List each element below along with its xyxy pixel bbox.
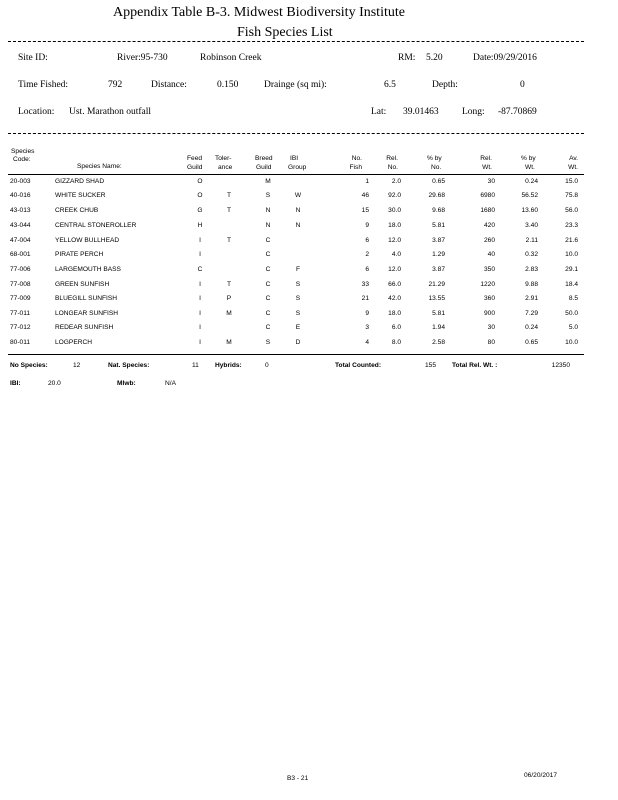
species-code: 43-013 xyxy=(10,207,31,214)
feed-guild: I xyxy=(199,324,201,331)
rel-no: 18.0 xyxy=(388,310,401,317)
ibi-group: F xyxy=(295,266,301,273)
table-row xyxy=(0,266,618,280)
pct-no: 3.87 xyxy=(432,266,445,273)
species-name: WHITE SUCKER xyxy=(55,192,106,199)
table-bottom-rule xyxy=(8,354,584,355)
depth-label: Depth: xyxy=(432,80,458,90)
drainage-value: 6.5 xyxy=(384,80,396,90)
rm-value: 5.20 xyxy=(426,53,443,63)
pct-no: 13.55 xyxy=(428,295,445,302)
time-fished-label: Time Fished: xyxy=(18,80,69,90)
breed-guild: N xyxy=(265,207,271,214)
col-pct-wt-2: Wt. xyxy=(525,164,535,171)
distance-value: 0.150 xyxy=(217,80,239,90)
feed-guild: I xyxy=(199,339,201,346)
species-name: LONGEAR SUNFISH xyxy=(55,310,119,317)
col-av-wt-1: Av. xyxy=(569,155,578,162)
no-fish: 6 xyxy=(365,237,369,244)
header-rule xyxy=(8,174,584,175)
rel-wt: 30 xyxy=(487,178,495,185)
no-fish: 3 xyxy=(365,324,369,331)
species-code: 77-008 xyxy=(10,281,31,288)
feed-guild: C xyxy=(197,266,203,273)
col-species-code-2: Code: xyxy=(13,156,31,163)
no-fish: 33 xyxy=(361,281,369,288)
breed-guild: S xyxy=(265,192,271,199)
lat-value: 39.01463 xyxy=(403,107,439,117)
no-fish: 4 xyxy=(365,339,369,346)
report-title: Appendix Table B-3. Midwest Biodiversity Institute xyxy=(113,5,405,20)
no-fish: 1 xyxy=(365,178,369,185)
rel-no: 6.0 xyxy=(391,324,401,331)
rel-no: 12.0 xyxy=(388,266,401,273)
species-name: GREEN SUNFISH xyxy=(55,281,110,288)
divider xyxy=(8,133,584,134)
col-pct-wt-1: % by xyxy=(521,155,536,162)
pct-wt: 2.83 xyxy=(525,266,538,273)
no-fish: 21 xyxy=(361,295,369,302)
no-fish: 9 xyxy=(365,310,369,317)
stream-name: Robinson Creek xyxy=(200,53,262,63)
table-row xyxy=(0,178,618,192)
breed-guild: C xyxy=(265,281,271,288)
rel-no: 4.0 xyxy=(391,251,401,258)
species-code: 77-012 xyxy=(10,324,31,331)
no-species-value: 12 xyxy=(73,362,81,369)
total-rel-wt-label: Total Rel. Wt. : xyxy=(452,362,498,369)
av-wt: 56.0 xyxy=(565,207,578,214)
species-code: 80-011 xyxy=(10,339,31,346)
feed-guild: H xyxy=(197,222,203,229)
miwb-label: MIwb: xyxy=(117,380,136,387)
species-code: 20-003 xyxy=(10,178,31,185)
rel-no: 2.0 xyxy=(391,178,401,185)
page-number: B3 - 21 xyxy=(287,775,309,782)
ibi-group: N xyxy=(295,222,301,229)
ibi-group: D xyxy=(295,339,301,346)
table-row xyxy=(0,192,618,206)
distance-label: Distance: xyxy=(151,80,187,90)
pct-wt: 9.88 xyxy=(525,281,538,288)
nat-species-value: 11 xyxy=(192,362,199,369)
long-value: -87.70869 xyxy=(498,107,537,117)
table-row xyxy=(0,295,618,309)
tolerance: T xyxy=(226,207,232,214)
species-name: LOGPERCH xyxy=(55,339,93,346)
rel-no: 18.0 xyxy=(388,222,401,229)
no-fish: 46 xyxy=(361,192,369,199)
rel-wt: 900 xyxy=(483,310,495,317)
feed-guild: O xyxy=(197,178,203,185)
river-code: River:95-730 xyxy=(117,53,168,63)
species-code: 77-009 xyxy=(10,295,31,302)
species-code: 77-011 xyxy=(10,310,31,317)
pct-no: 3.87 xyxy=(432,237,445,244)
rel-wt: 360 xyxy=(483,295,495,302)
species-code: 77-006 xyxy=(10,266,31,273)
rel-no: 42.0 xyxy=(388,295,401,302)
rel-no: 12.0 xyxy=(388,237,401,244)
table-row xyxy=(0,251,618,265)
av-wt: 10.0 xyxy=(565,251,578,258)
tolerance: M xyxy=(226,310,232,317)
species-name: REDEAR SUNFISH xyxy=(55,324,114,331)
table-row xyxy=(0,324,618,338)
ibi-group: E xyxy=(295,324,301,331)
rel-no: 66.0 xyxy=(388,281,401,288)
pct-no: 21.29 xyxy=(428,281,445,288)
species-name: CENTRAL STONEROLLER xyxy=(55,222,137,229)
col-tolerance-1: Toler- xyxy=(215,155,232,162)
pct-no: 5.81 xyxy=(432,310,445,317)
no-species-label: No Species: xyxy=(10,362,48,369)
breed-guild: C xyxy=(265,310,271,317)
rel-wt: 1220 xyxy=(480,281,495,288)
sample-date: Date:09/29/2016 xyxy=(473,53,537,63)
species-code: 47-004 xyxy=(10,237,31,244)
pct-no: 0.65 xyxy=(432,178,445,185)
feed-guild: I xyxy=(199,281,201,288)
col-feed-guild-1: Feed xyxy=(187,155,203,162)
pct-wt: 2.11 xyxy=(525,237,538,244)
pct-wt: 56.52 xyxy=(521,192,538,199)
rel-wt: 30 xyxy=(487,324,495,331)
av-wt: 5.0 xyxy=(568,324,578,331)
ibi-group: S xyxy=(295,281,301,288)
col-tolerance-2: ance xyxy=(218,164,233,171)
rm-label: RM: xyxy=(398,53,416,63)
species-name: GIZZARD SHAD xyxy=(55,178,105,185)
col-ibi-group-2: Group xyxy=(288,164,307,171)
rel-wt: 80 xyxy=(487,339,495,346)
col-av-wt-2: Wt. xyxy=(568,164,578,171)
pct-wt: 0.24 xyxy=(525,178,538,185)
rel-wt: 260 xyxy=(483,237,495,244)
col-feed-guild-2: Guild xyxy=(187,164,203,171)
rel-wt: 6980 xyxy=(480,192,495,199)
location-label: Location: xyxy=(18,107,55,117)
pct-wt: 0.24 xyxy=(525,324,538,331)
pct-no: 5.81 xyxy=(432,222,445,229)
rel-no: 92.0 xyxy=(388,192,401,199)
table-row xyxy=(0,222,618,236)
print-date: 06/20/2017 xyxy=(524,772,558,779)
time-fished-value: 792 xyxy=(108,80,123,90)
tolerance: M xyxy=(226,339,232,346)
rel-wt: 1680 xyxy=(480,207,495,214)
pct-no: 1.94 xyxy=(432,324,445,331)
report-subtitle: Fish Species List xyxy=(237,25,333,40)
ibi-value: 20.0 xyxy=(48,380,61,387)
tolerance: P xyxy=(226,295,232,302)
miwb-value: N/A xyxy=(165,380,176,387)
species-name: YELLOW BULLHEAD xyxy=(55,237,120,244)
species-code: 43-044 xyxy=(10,222,31,229)
pct-wt: 0.32 xyxy=(525,251,538,258)
breed-guild: C xyxy=(265,237,271,244)
table-row xyxy=(0,281,618,295)
col-pct-no-2: No. xyxy=(431,164,442,171)
tolerance: T xyxy=(226,237,232,244)
col-ibi-group-1: IBI xyxy=(290,155,299,162)
tolerance: T xyxy=(226,192,232,199)
depth-value: 0 xyxy=(520,80,525,90)
col-rel-no-1: Rel. xyxy=(386,155,398,162)
av-wt: 15.0 xyxy=(565,178,578,185)
rel-wt: 40 xyxy=(487,251,495,258)
long-label: Long: xyxy=(462,107,485,117)
breed-guild: S xyxy=(265,339,271,346)
total-counted-label: Total Counted: xyxy=(335,362,382,369)
col-breed-guild-2: Guild xyxy=(256,164,272,171)
col-no-fish-1: No. xyxy=(351,155,362,162)
tolerance: T xyxy=(226,281,232,288)
feed-guild: I xyxy=(199,251,201,258)
av-wt: 50.0 xyxy=(565,310,578,317)
no-fish: 15 xyxy=(361,207,369,214)
pct-no: 29.68 xyxy=(428,192,445,199)
table-row xyxy=(0,310,618,324)
total-rel-wt-value: 12350 xyxy=(551,362,570,369)
av-wt: 29.1 xyxy=(565,266,578,273)
col-species-name: Species Name: xyxy=(77,163,122,170)
nat-species-label: Nat. Species: xyxy=(108,362,150,369)
av-wt: 75.8 xyxy=(565,192,578,199)
col-species-code-1: Species xyxy=(11,148,35,155)
species-name: PIRATE PERCH xyxy=(55,251,104,258)
col-rel-wt-2: Wt. xyxy=(482,164,492,171)
table-row xyxy=(0,339,618,353)
breed-guild: C xyxy=(265,251,271,258)
pct-wt: 3.40 xyxy=(525,222,538,229)
breed-guild: M xyxy=(265,178,271,185)
feed-guild: I xyxy=(199,310,201,317)
pct-no: 9.68 xyxy=(432,207,445,214)
feed-guild: G xyxy=(197,207,203,214)
col-rel-no-2: No. xyxy=(387,164,398,171)
breed-guild: C xyxy=(265,324,271,331)
table-row xyxy=(0,237,618,251)
species-name: LARGEMOUTH BASS xyxy=(55,266,121,273)
av-wt: 21.6 xyxy=(565,237,578,244)
col-pct-no-1: % by xyxy=(427,155,442,162)
pct-no: 1.29 xyxy=(432,251,445,258)
av-wt: 8.5 xyxy=(568,295,578,302)
pct-wt: 2.91 xyxy=(525,295,538,302)
av-wt: 18.4 xyxy=(565,281,578,288)
av-wt: 23.3 xyxy=(565,222,578,229)
breed-guild: C xyxy=(265,295,271,302)
rel-no: 30.0 xyxy=(388,207,401,214)
divider xyxy=(8,41,584,42)
col-no-fish-2: Fish xyxy=(349,164,362,171)
breed-guild: N xyxy=(265,222,271,229)
species-name: BLUEGILL SUNFISH xyxy=(55,295,118,302)
hybrids-value: 0 xyxy=(265,362,269,369)
ibi-label: IBI: xyxy=(10,380,21,387)
breed-guild: C xyxy=(265,266,271,273)
col-rel-wt-1: Rel. xyxy=(480,155,492,162)
ibi-group: N xyxy=(295,207,301,214)
av-wt: 10.0 xyxy=(565,339,578,346)
pct-wt: 7.29 xyxy=(525,310,538,317)
pct-no: 2.58 xyxy=(432,339,445,346)
table-row xyxy=(0,207,618,221)
location-value: Ust. Marathon outfall xyxy=(69,107,152,117)
drainage-label: Drainge (sq mi): xyxy=(264,80,327,90)
rel-no: 8.0 xyxy=(391,339,401,346)
ibi-group: S xyxy=(295,310,301,317)
species-name: CREEK CHUB xyxy=(55,207,99,214)
feed-guild: I xyxy=(199,295,201,302)
hybrids-label: Hybrids: xyxy=(215,362,242,369)
no-fish: 2 xyxy=(365,251,369,258)
lat-label: Lat: xyxy=(371,107,387,117)
site-id-label: Site ID: xyxy=(18,53,48,63)
no-fish: 6 xyxy=(365,266,369,273)
ibi-group: S xyxy=(295,295,301,302)
feed-guild: I xyxy=(199,237,201,244)
pct-wt: 13.60 xyxy=(521,207,538,214)
no-fish: 9 xyxy=(365,222,369,229)
pct-wt: 0.65 xyxy=(525,339,538,346)
species-code: 68-001 xyxy=(10,251,31,258)
col-breed-guild-1: Breed xyxy=(255,155,273,162)
rel-wt: 420 xyxy=(483,222,495,229)
species-code: 40-016 xyxy=(10,192,31,199)
ibi-group: W xyxy=(294,192,302,199)
rel-wt: 350 xyxy=(483,266,495,273)
total-counted-value: 155 xyxy=(425,362,437,369)
feed-guild: O xyxy=(197,192,203,199)
